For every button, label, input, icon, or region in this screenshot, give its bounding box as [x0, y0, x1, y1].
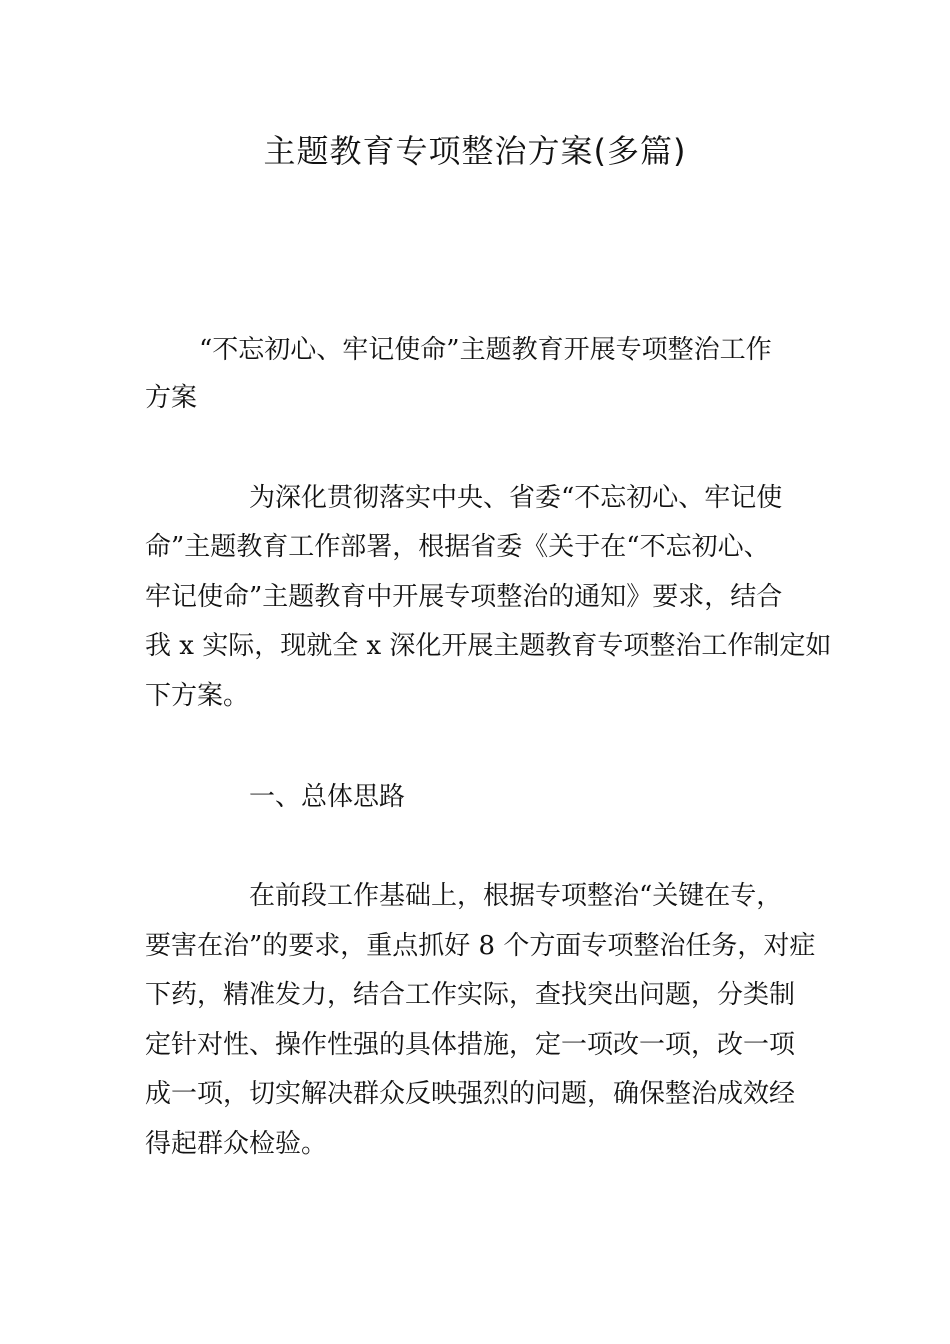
paragraph-line: 得起群众检验。	[145, 1129, 328, 1159]
section-heading: 一、总体思路	[249, 782, 406, 812]
paragraph-line: 下方案。	[145, 681, 250, 711]
document-title: 主题教育专项整治方案(多篇)	[263, 132, 687, 170]
paragraph-line: 为深化贯彻落实中央、省委“不忘初心、牢记使	[249, 483, 783, 513]
paragraph-line: 牢记使命”主题教育中开展专项整治的通知》要求，结合	[145, 582, 783, 612]
subtitle-line: 方案	[145, 383, 198, 413]
paragraph-line: 在前段工作基础上，根据专项整治“关键在专，	[249, 881, 783, 911]
paragraph-line: 下药，精准发力，结合工作实际，查找突出问题，分类制	[145, 980, 796, 1010]
paragraph-line: 我 x 实际，现就全 x 深化开展主题教育专项整治工作制定如	[145, 631, 832, 661]
subtitle-line: “不忘初心、牢记使命”主题教育开展专项整治工作	[199, 335, 772, 365]
paragraph-line: 命”主题教育工作部署，根据省委《关于在“不忘初心、	[145, 532, 770, 562]
paragraph-line: 要害在治”的要求，重点抓好 8 个方面专项整治任务，对症	[145, 931, 816, 961]
paragraph-line: 定针对性、操作性强的具体措施，定一项改一项，改一项	[145, 1030, 796, 1060]
paragraph-line: 成一项，切实解决群众反映强烈的问题，确保整治成效经	[145, 1079, 796, 1109]
